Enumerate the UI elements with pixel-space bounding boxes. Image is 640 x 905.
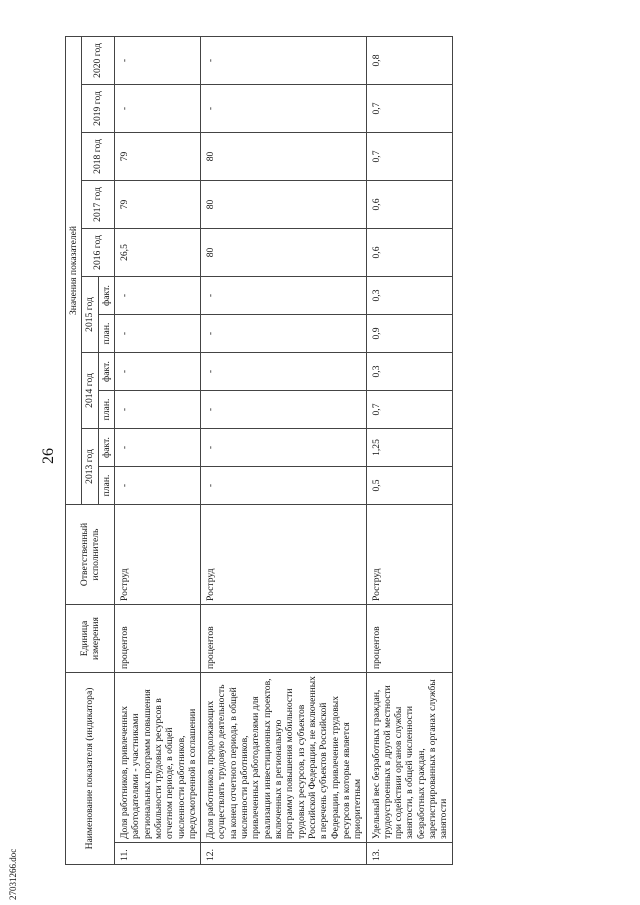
table-row [366,36,452,864]
header-plan: план. [98,391,114,429]
row-number: 13. [366,843,452,865]
value-2016: 0,6 [366,229,452,277]
value-2019: - [201,85,366,133]
value-2020: 0,8 [366,36,452,84]
value-2016: 26,5 [114,229,200,277]
value-2015-plan: 0,9 [366,315,452,353]
value-2020: - [114,36,200,84]
unit-cell: процентов [114,605,200,673]
header-values-group: Значения показателей [66,36,82,504]
executor-cell: Роструд [114,505,200,605]
value-2015-plan: - [114,315,200,353]
header-fact: факт. [98,277,114,315]
header-year-2013: 2013 год [82,429,98,505]
value-2013-fact: - [114,429,200,467]
table-row [114,36,200,864]
table-row [201,36,366,864]
value-2014-fact: - [201,353,366,391]
value-2013-fact: - [201,429,366,467]
header-year-2015: 2015 год [82,277,98,353]
header-executor: Ответственный исполнитель [66,505,115,605]
unit-cell: процентов [366,605,452,673]
page-number: 26 [40,448,57,464]
row-number: 12. [201,843,366,865]
value-2015-plan: - [201,315,366,353]
indicator-name: Доля работников, привлеченных работодателями - участниками региональных программ повышения мобильности трудовых ресурсов в отчетном периоде, в общей численности работников, предусмотренной в соглашении [114,673,200,843]
value-2019: - [114,85,200,133]
page-number-wrap [40,440,64,470]
value-2015-fact: 0,3 [366,277,452,315]
header-plan: план. [98,315,114,353]
header-year-2020: 2020 год [82,36,115,84]
value-2014-plan: - [201,391,366,429]
value-2017: 79 [114,181,200,229]
executor-cell: Роструд [366,505,452,605]
header-year-2014: 2014 год [82,353,98,429]
value-2018: 0,7 [366,133,452,181]
header-name: Наименование показателя (индикатора) [66,673,115,865]
value-2013-fact: 1,25 [366,429,452,467]
value-2015-fact: - [114,277,200,315]
value-2016: 80 [201,229,366,277]
unit-cell: процентов [201,605,366,673]
executor-cell: Роструд [201,505,366,605]
row-number: 11. [114,843,200,865]
value-2017: 80 [201,181,366,229]
value-2014-fact: - [114,353,200,391]
value-2018: 80 [201,133,366,181]
indicator-name: Удельный вес безработных граждан, трудоустроенных в другой местности при содействии органов службы занятости, в общей численности безработных граждан, зарегистрированных в органах службы занятости [366,673,452,843]
indicators-table [65,36,453,865]
value-2019: 0,7 [366,85,452,133]
header-fact: факт. [98,353,114,391]
doc-code-wrap [8,800,24,900]
value-2014-fact: 0,3 [366,353,452,391]
header-year-2016: 2016 год [82,229,115,277]
indicator-name: Доля работников, продолжающих осуществлять трудовую деятельность на конец отчетного периода, в общей численности работников, привлеченных работодателями для реализации инвестиционных проектов, включенных в региональную программу повышения мобильности трудовых ресурсов, из субъектов Российской Федерации, не включенных в перечень субъектов Российской Федерации, привлечение трудовых ресурсов в которые является приоритетным [201,673,366,843]
value-2017: 0,6 [366,181,452,229]
header-unit: Единица измерения [66,605,115,673]
header-year-2019: 2019 год [82,85,115,133]
value-2013-plan: - [201,467,366,505]
value-2013-plan: - [114,467,200,505]
document-code: 27031266.doc [8,848,18,900]
header-year-2017: 2017 год [82,181,115,229]
rotated-table-stage [65,37,610,865]
value-2013-plan: 0,5 [366,467,452,505]
value-2015-fact: - [201,277,366,315]
value-2020: - [201,36,366,84]
value-2014-plan: 0,7 [366,391,452,429]
value-2018: 79 [114,133,200,181]
header-fact: факт. [98,429,114,467]
header-plan: план. [98,467,114,505]
header-year-2018: 2018 год [82,133,115,181]
value-2014-plan: - [114,391,200,429]
